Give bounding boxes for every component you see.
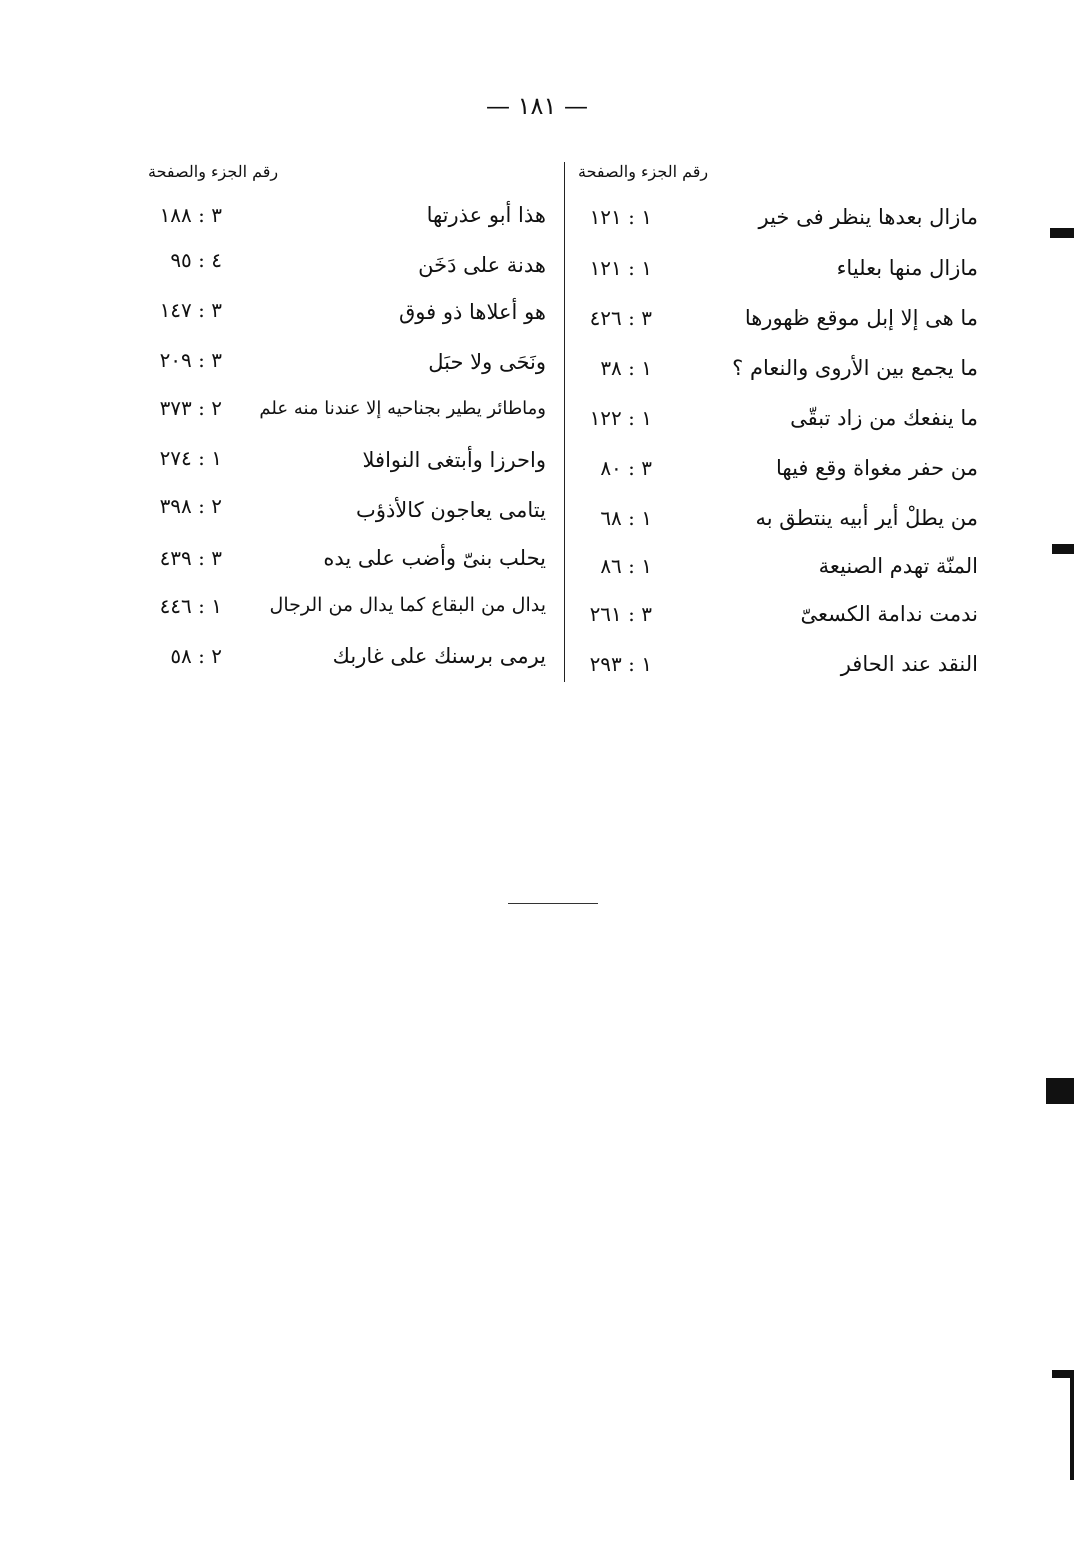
- volume-page-ref: ١ : ٤٤٦: [159, 594, 222, 618]
- volume-page-ref: ٤ : ٩٥: [170, 248, 222, 272]
- proverb-entry: هو أعلاها ذو فوق: [399, 300, 546, 324]
- volume-page-ref: ١ : ٢٩٣: [589, 652, 652, 676]
- volume-page-ref: ٣ : ٤٢٦: [589, 306, 652, 330]
- volume-page-ref: ٢ : ٥٨: [170, 644, 222, 668]
- proverb-entry: ما هى إلا إبل موقع ظهورها: [744, 306, 978, 330]
- volume-page-ref: ٣ : ١٨٨: [159, 203, 222, 227]
- edge-mark: [1070, 1370, 1074, 1480]
- volume-page-ref: ٣ : ١٤٧: [159, 298, 222, 322]
- proverb-entry: مازال منها بعلياء: [836, 256, 978, 280]
- volume-page-ref: ٢ : ٣٩٨: [159, 494, 222, 518]
- volume-page-ref: ٣ : ٢٦١: [589, 602, 652, 626]
- volume-page-ref: ١ : ٢٧٤: [159, 446, 222, 470]
- proverb-entry: يتامى يعاجون كالأذؤب: [356, 498, 546, 522]
- proverb-entry: يرمى برسنك على غاربك: [332, 644, 546, 668]
- volume-page-ref: ١ : ٣٨: [600, 356, 652, 380]
- volume-page-ref: ٣ : ٨٠: [600, 456, 652, 480]
- proverb-entry: واحرزا وأبتغى النوافلا: [362, 448, 546, 472]
- proverb-entry: ما يجمع بين الأروى والنعام ؟: [732, 356, 978, 380]
- proverb-entry: ندمت ندامة الكسعىّ: [800, 602, 978, 626]
- proverb-entry: هدنة على دَخَن: [418, 253, 546, 277]
- proverb-entry: يحلب بنىّ وأضب على يده: [323, 546, 546, 570]
- edge-mark: [1050, 228, 1074, 238]
- proverb-entry: هذا أبو عذرتها: [426, 203, 546, 227]
- edge-mark: [1052, 544, 1074, 554]
- volume-page-ref: ١ : ١٢١: [589, 256, 652, 280]
- proverb-entry: من يطلْ أير أبيه ينتطق به: [755, 506, 978, 530]
- left-column-header: رقم الجزء والصفحة: [148, 162, 279, 181]
- proverb-entry: النقد عند الحافر: [840, 652, 978, 676]
- proverb-entry: وماطائر يطير بجناحيه إلا عندنا منه علم: [259, 398, 546, 419]
- proverb-entry: ما ينفعك من زاد تبقّى: [790, 406, 978, 430]
- proverb-entry: مازال بعدها ينظر فى خير: [758, 205, 978, 229]
- proverb-entry: يدال من البقاع كما يدال من الرجال: [269, 594, 546, 616]
- right-column-header: رقم الجزء والصفحة: [578, 162, 709, 181]
- volume-page-ref: ١ : ١٢١: [589, 205, 652, 229]
- volume-page-ref: ١ : ١٢٢: [589, 406, 652, 430]
- end-rule: [508, 903, 598, 904]
- column-divider: [564, 162, 565, 682]
- volume-page-ref: ١ : ٦٨: [600, 506, 652, 530]
- volume-page-ref: ٣ : ٢٠٩: [159, 348, 222, 372]
- proverb-entry: المنّة تهدم الصنيعة: [818, 554, 978, 578]
- edge-mark: [1046, 1078, 1074, 1104]
- volume-page-ref: ١ : ٨٦: [600, 554, 652, 578]
- page-number: — ١٨١ —: [486, 92, 588, 120]
- proverb-entry: من حفر مغواة وقع فيها: [775, 456, 978, 480]
- volume-page-ref: ٣ : ٤٣٩: [159, 546, 222, 570]
- proverb-entry: ونَحَى ولا حبَل: [428, 350, 546, 374]
- volume-page-ref: ٢ : ٣٧٣: [159, 396, 222, 420]
